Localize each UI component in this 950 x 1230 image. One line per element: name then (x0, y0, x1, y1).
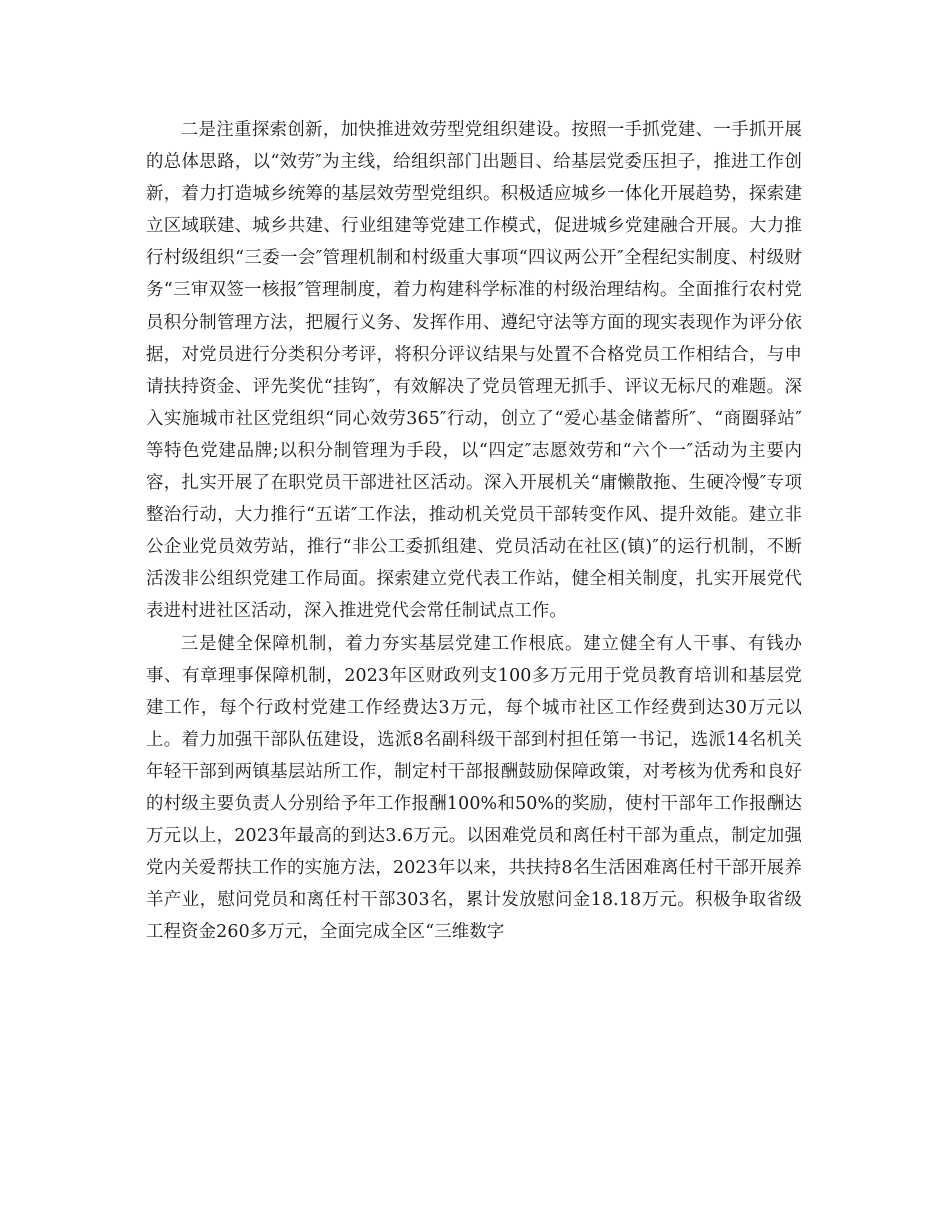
paragraph-guarantee-mechanism: 三是健全保障机制，着力夯实基层党建工作根底。建立健全有人干事、有钱办事、有章理事保障机制，2023年区财政列支100多万元用于党员教育培训和基层党建工作，每个行政村党建工作经费达3万元，每个城市社区工作经费到达30万元以上。着力加强干部队伍建设，选派8名副科级干部到村担任第一书记，选派14名机关年轻干部到两镇基层站所工作，制定村干部报酬鼓励保障政策，对考核为优秀和良好的村级主要负责人分别给予年工作报酬100%和50%的奖励，使村干部年工作报酬达万元以上，2023年最高的到达3.6万元。以困难党员和离任村干部为重点，制定加强党内关爱帮扶工作的实施方法，2023年以来，共扶持8名生活困难离任村干部开展养羊产业，慰问党员和离任村干部303名，累计发放慰问金18.18万元。积极争取省级工程资金260多万元，全面完成全区“三维数字 (146, 633, 802, 943)
paragraph-service-oriented-party-building: 二是注重探索创新，加快推进效劳型党组织建设。按照一手抓党建、一手抓开展的总体思路，以“效劳″为主线，给组织部门出题目、给基层党委压担子，推进工作创新，着力打造城乡统筹的基层效劳型党组织。积极适应城乡一体化开展趋势，探索建立区域联建、城乡共建、行业组建等党建工作模式，促进城乡党建融合开展。大力推行村级组织“三委一会″管理机制和村级重大事项“四议两公开″全程纪实制度、村级财务“三审双签一核报″管理制度，着力构建科学标准的村级治理结构。全面推行农村党员积分制管理方法，把履行义务、发挥作用、遵纪守法等方面的现实表现作为评分依据，对党员进行分类积分考评，将积分评议结果与处置不合格党员工作相结合，与申请扶持资金、评先奖优“挂钩″，有效解决了党员管理无抓手、评议无标尺的难题。深入实施城市社区党组织“同心效劳365″行动，创立了“爱心基金储蓄所″、“商圈驿站″等特色党建品牌;以积分制管理为手段，以“四定″志愿效劳和“六个一″活动为主要内容，扎实开展了在职党员干部进社区活动。深入开展机关“庸懒散拖、生硬冷慢″专项整治行动，大力推行“五诺″工作法，推动机关党员干部转变作风、提升效能。建立非公企业党员效劳站，推行“非公工委抓组建、党员活动在社区(镇)″的运行机制，不断活泼非公组织党建工作局面。探索建立党代表工作站，健全相关制度，扎实开展党代表进村进社区活动，深入推进党代会常任制试点工作。 (146, 120, 802, 622)
document-body (146, 114, 802, 948)
